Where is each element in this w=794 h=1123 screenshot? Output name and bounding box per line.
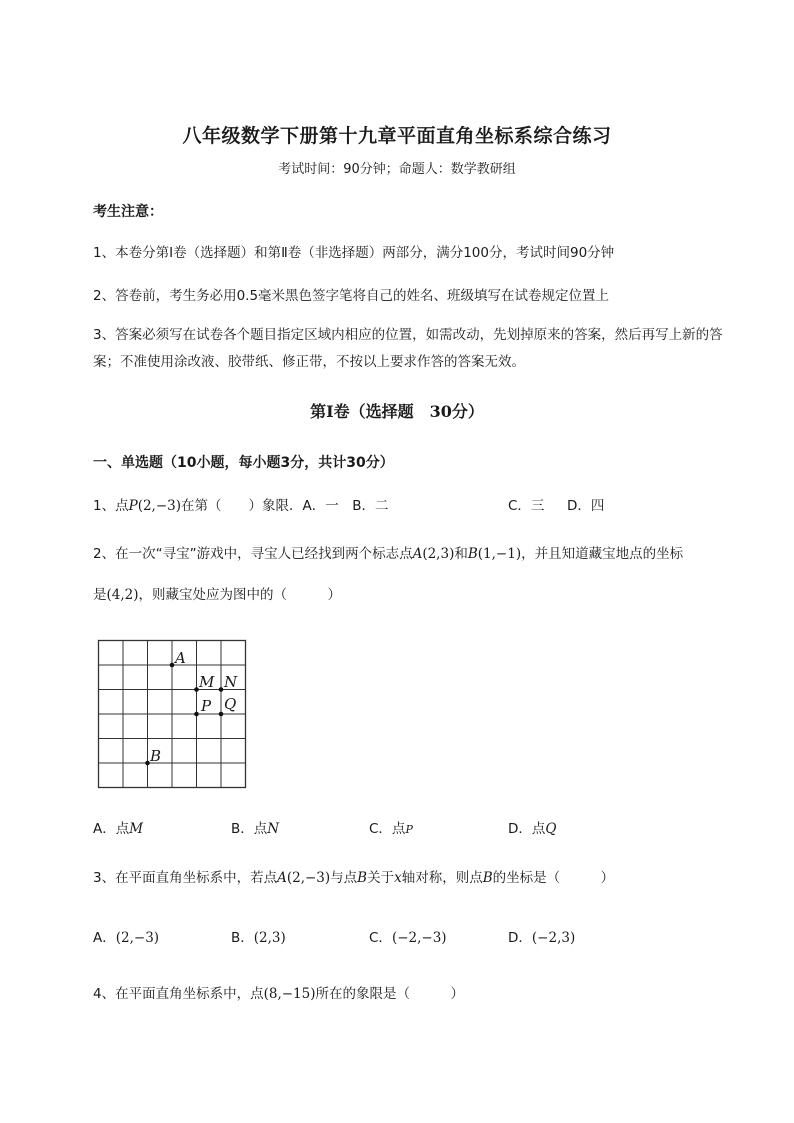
label-m: M [199, 673, 215, 691]
q4-text-b: 所在的象限是（ ） [315, 986, 464, 1002]
q3-option-c-value: (−2,−3) [391, 930, 447, 946]
grid-lines [99, 641, 246, 788]
question-1 [93, 494, 389, 514]
q3-coords-a: (2,−3) [286, 870, 331, 886]
q3-option-c [369, 926, 447, 946]
q2-text-c: 是 [93, 587, 107, 603]
q1-option-c: C．三 [508, 498, 545, 514]
question-4 [93, 982, 464, 1002]
label-q: Q [224, 695, 237, 713]
q4-coords: (8,−15) [263, 986, 316, 1002]
q2-option-b-label: B．点 [231, 821, 268, 837]
q2-option-c-label: C．点 [369, 821, 406, 837]
q2-text-b: ，并且知道藏宝地点的坐标 [521, 546, 684, 562]
question-2-line-2 [93, 583, 341, 603]
q3-point-b-2: B [482, 870, 493, 886]
q3-option-a-value: (2,−3) [115, 930, 160, 946]
q3-option-d [508, 926, 575, 946]
notice-item-2: 2、答卷前，考生务必用0.5毫米黑色签字笔将自己的姓名、班级填写在试卷规定位置上 [93, 288, 610, 304]
notice-item-1: 1、本卷分第Ⅰ卷（选择题）和第Ⅱ卷（非选择题）两部分，满分100分，考试时间90分钟 [93, 245, 615, 261]
q2-coords-a: (2,3) [422, 546, 455, 562]
q3-option-d-label: D． [508, 930, 532, 946]
q3-text-d: 轴对称，则点 [401, 870, 483, 886]
q1-prefix: 1、点 [93, 498, 129, 514]
label-a: A [175, 649, 186, 667]
q2-point-a: A [412, 546, 423, 562]
point-q [219, 712, 224, 717]
q2-option-d [508, 817, 556, 837]
q2-treasure-coords: (4,2) [106, 587, 139, 603]
q2-option-d-var: Q [545, 821, 557, 837]
q3-point-b: B [357, 870, 368, 886]
q2-option-a-var: M [129, 821, 144, 837]
label-b: B [150, 747, 162, 765]
q2-option-b [231, 817, 279, 837]
page-title: 八年级数学下册第十九章平面直角坐标系综合练习 [182, 125, 612, 147]
q2-option-b-var: N [267, 821, 280, 837]
notice-item-3: 3、答案必须写在试卷各个题目指定区域内相应的位置，如需改动，先划掉原来的答案，然后再写上新的答案；不准使用涂改液、胶带纸、修正带，不按以上要求作答的答案无效。 [93, 327, 723, 370]
part-heading: 一、单选题（10小题，每小题3分，共计30分） [93, 455, 394, 471]
q2-coords-b: (1,−1) [477, 546, 522, 562]
q3-option-b [231, 926, 286, 946]
q3-option-b-label: B． [231, 930, 254, 946]
q3-option-b-value: (2,3) [253, 930, 286, 946]
section-title: 第Ⅰ卷（选择题 30分） [310, 402, 484, 421]
q2-option-c-var: P [405, 823, 413, 836]
q3-text-a: 3、在平面直角坐标系中，若点 [93, 870, 278, 886]
q3-axis: x [394, 870, 402, 886]
q2-option-a-label: A．点 [93, 821, 130, 837]
q2-text-d: ，则藏宝处应为图中的（ ） [138, 587, 342, 603]
label-n: N [224, 673, 238, 691]
q2-point-b: B [467, 546, 478, 562]
q2-text-a: 2、在一次“寻宝”游戏中，寻宝人已经找到两个标志点 [93, 546, 413, 562]
q1-point: P [128, 498, 138, 514]
question-3 [93, 866, 614, 886]
label-p: P [201, 697, 212, 715]
q3-option-c-label: C． [369, 930, 392, 946]
q3-text-b: 与点 [330, 870, 358, 886]
exam-info: 考试时间：90分钟；命题人：数学教研组 [278, 162, 516, 177]
treasure-grid-figure [96, 638, 248, 790]
q3-text-c: 关于 [367, 870, 395, 886]
q3-text-e: 的坐标是（ ） [492, 870, 615, 886]
q4-text-a: 4、在平面直角坐标系中，点 [93, 986, 264, 1002]
q1-coords: (2,−3) [137, 498, 182, 514]
q3-option-d-value: (−2,3) [531, 930, 576, 946]
q2-and: 和 [454, 546, 468, 562]
notice-heading: 考生注意： [93, 204, 163, 220]
q2-option-c [369, 817, 413, 837]
q2-option-d-label: D．点 [508, 821, 546, 837]
point-p [194, 712, 199, 717]
q3-option-a [93, 926, 159, 946]
point-n [219, 687, 224, 692]
q3-option-a-label: A． [93, 930, 116, 946]
question-2-line-1 [93, 542, 683, 562]
q3-point-a: A [277, 870, 287, 886]
q1-suffix: 在第（ ）象限．A．一 B．二 [181, 498, 389, 514]
q2-option-a [93, 817, 143, 837]
point-a [170, 663, 175, 668]
q1-option-d: D．四 [567, 498, 605, 514]
